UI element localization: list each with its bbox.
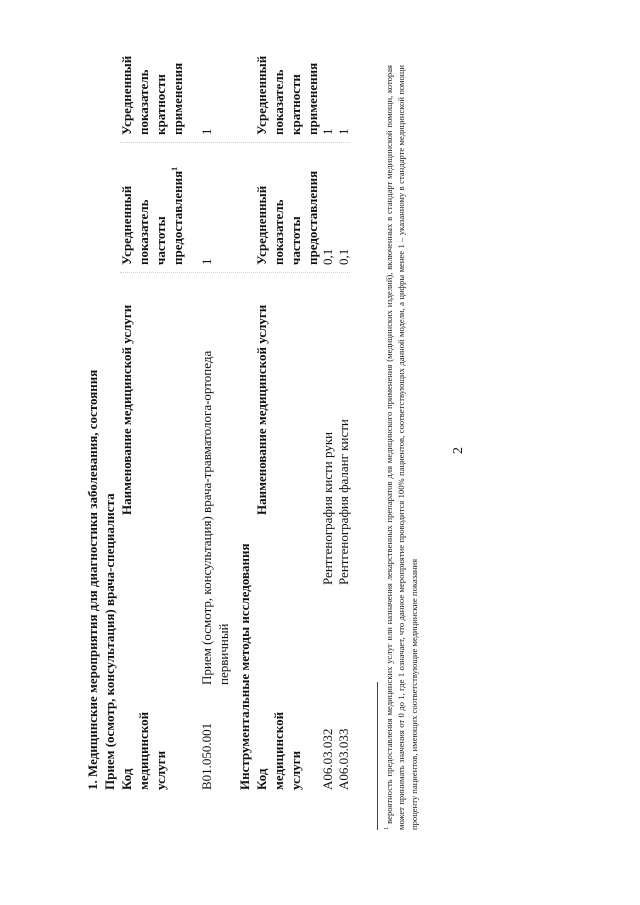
instr-code-header-line-2: медицинской xyxy=(271,711,286,790)
footnote-text: вероятность предоставления медицинских услуг или назначения лекарственных препаратов для медицинского применения (медицинских изделий), включенных в стандарт медицинской помощи, которая может принимать значения от 0 до 1, где 1 означает, что данное мероприятие проводится 100% пациентов, соответствующих данной модели, а цифры менее 1 – указанному в стандарте медицинской помощи проценту пациентов, имеющих соответствующие медицинские показания xyxy=(383,65,419,830)
reception-row-name-line-2: первичный xyxy=(216,623,231,685)
instr-frequency-header-line-1: Усредненный xyxy=(254,185,269,265)
footnote-marker: 1 xyxy=(383,826,390,830)
multiplicity-header-line-2: показатель xyxy=(136,69,151,135)
instr-multiplicity-header-line-1: Усредненный xyxy=(254,55,269,135)
instr-row-2-multiplicity: 1 xyxy=(336,128,351,135)
multiplicity-header-line-4: применения xyxy=(170,62,185,135)
frequency-header-line-2: показатель xyxy=(136,199,151,265)
instr-row-2-name: Рентгенография фаланг кисти xyxy=(336,419,351,585)
instr-code-header-line-3: услуги xyxy=(288,750,303,790)
multiplicity-header-line-3: кратности xyxy=(153,74,168,135)
instr-name-header: Наименование медицинской услуги xyxy=(254,304,269,515)
instr-multiplicity-header-line-4: применения xyxy=(305,62,320,135)
instr-row-2-frequency: 0,1 xyxy=(336,248,351,265)
instr-row-1-multiplicity: 1 xyxy=(320,128,335,135)
footnote-rule xyxy=(377,682,378,830)
reception-subtitle: Прием (осмотр, консультация) врача-специалиста xyxy=(102,493,117,790)
instr-multiplicity-header-line-3: кратности xyxy=(288,74,303,135)
instrumental-subtitle: Инструментальные методы исследования xyxy=(237,543,252,790)
frequency-header-line-1: Усредненный xyxy=(119,185,134,265)
column-guide xyxy=(120,142,350,143)
reception-row-code: B01.050.001 xyxy=(199,722,214,790)
page-number: 2 xyxy=(451,447,466,454)
instr-multiplicity-header-line-2: показатель xyxy=(271,69,286,135)
frequency-header-line-3: частоты xyxy=(153,216,168,265)
instr-code-header-line-1: Код xyxy=(254,768,269,790)
column-guide xyxy=(120,272,350,273)
instr-row-2-code: A06.03.033 xyxy=(336,728,351,790)
instr-row-1-code: A06.03.032 xyxy=(320,728,335,790)
footnote-ref: 1 xyxy=(170,166,179,171)
reception-row-name-line-1: Прием (осмотр, консультация) врача-травматолога-ортопеда xyxy=(199,350,214,685)
instr-row-1-name: Рентгенография кисти руки xyxy=(320,431,335,585)
instr-frequency-header-line-2: показатель xyxy=(271,199,286,265)
footnote xyxy=(381,65,420,830)
code-header-line-2: медицинской xyxy=(136,711,151,790)
section-title: 1. Медицинские мероприятия для диагностики заболевания, состояния xyxy=(85,369,100,790)
code-header-line-3: услуги xyxy=(153,750,168,790)
instr-frequency-header-line-3: частоты xyxy=(288,216,303,265)
code-header-line-1: Код xyxy=(119,768,134,790)
reception-row-multiplicity: 1 xyxy=(199,128,214,135)
name-header: Наименование медицинской услуги xyxy=(119,304,134,515)
instr-frequency-header-line-4: предоставления xyxy=(305,170,320,265)
frequency-header-line-4: предоставления$^1$ xyxy=(170,166,185,265)
reception-row-frequency: 1 xyxy=(199,258,214,265)
multiplicity-header-line-1: Усредненный xyxy=(119,55,134,135)
instr-row-1-frequency: 0,1 xyxy=(320,248,335,265)
